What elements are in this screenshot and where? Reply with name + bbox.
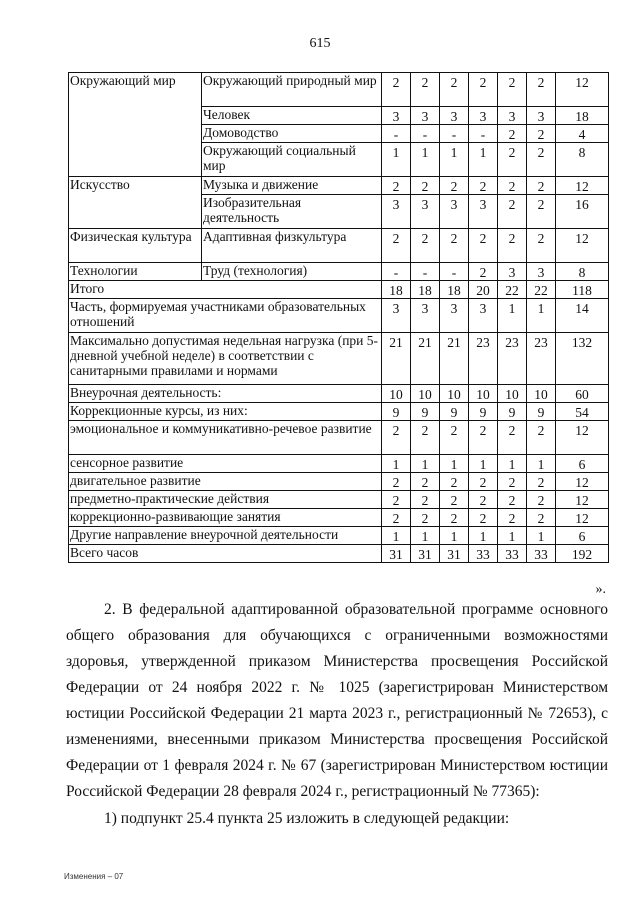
grade-hours-cell: 2 [382,73,411,107]
grade-hours-cell: 2 [498,473,527,491]
grade-hours-cell: 2 [527,143,556,177]
grade-hours-cell: 21 [440,333,469,385]
grade-hours-cell: 2 [498,177,527,195]
grade-hours-cell: 1 [411,527,440,545]
row-label: Коррекционные курсы, из них: [69,403,382,421]
total-hours-cell: 8 [556,143,609,177]
grade-hours-cell: 33 [498,545,527,563]
grade-hours-cell: 10 [469,385,498,403]
table-body [69,73,609,563]
total-hours-cell: 6 [556,455,609,473]
grade-hours-cell: 9 [527,403,556,421]
grade-hours-cell: 2 [382,473,411,491]
grade-hours-cell: - [440,125,469,143]
total-hours-cell: 8 [556,263,609,281]
total-hours-cell: 192 [556,545,609,563]
grade-hours-cell: 3 [469,107,498,125]
grade-hours-cell: 2 [411,73,440,107]
table-row [69,177,609,195]
grade-hours-cell: 2 [440,73,469,107]
total-hours-cell: 118 [556,281,609,299]
grade-hours-cell: 1 [469,455,498,473]
grade-hours-cell: 2 [498,73,527,107]
grade-hours-cell: 2 [498,195,527,229]
grade-hours-cell: 2 [527,509,556,527]
grade-hours-cell: - [382,125,411,143]
grade-hours-cell: 3 [411,299,440,333]
grade-hours-cell: 2 [527,125,556,143]
curriculum-table [68,72,609,563]
grade-hours-cell: 10 [527,385,556,403]
grade-hours-cell: 1 [469,143,498,177]
grade-hours-cell: 9 [440,403,469,421]
grade-hours-cell: 2 [469,229,498,263]
grade-hours-cell: 31 [382,545,411,563]
grade-hours-cell: - [382,263,411,281]
table-row [69,263,609,281]
grade-hours-cell: 9 [498,403,527,421]
grade-hours-cell: 1 [498,455,527,473]
grade-hours-cell: 3 [382,195,411,229]
grade-hours-cell: 1 [382,143,411,177]
row-label: сенсорное развитие [69,455,382,473]
grade-hours-cell: 10 [382,385,411,403]
subject-cell: Музыка и движение [202,177,382,195]
grade-hours-cell: 2 [498,125,527,143]
grade-hours-cell: 33 [469,545,498,563]
grade-hours-cell: 1 [527,299,556,333]
table-row [69,527,609,545]
grade-hours-cell: 2 [527,473,556,491]
grade-hours-cell: 2 [527,73,556,107]
grade-hours-cell: 2 [498,229,527,263]
grade-hours-cell: 3 [382,107,411,125]
grade-hours-cell: 3 [527,107,556,125]
grade-hours-cell: 1 [440,527,469,545]
grade-hours-cell: 3 [469,195,498,229]
grade-hours-cell: 2 [440,473,469,491]
grade-hours-cell: 2 [469,509,498,527]
grade-hours-cell: 31 [440,545,469,563]
grade-hours-cell: 3 [527,263,556,281]
subject-cell: Окружающий природный мир [202,73,382,107]
grade-hours-cell: 2 [527,177,556,195]
table-row [69,509,609,527]
grade-hours-cell: 2 [498,143,527,177]
row-label: коррекционно-развивающие занятия [69,509,382,527]
grade-hours-cell: 10 [440,385,469,403]
row-label: предметно-практические действия [69,491,382,509]
grade-hours-cell: 3 [440,299,469,333]
footer-note: Изменения – 07 [64,872,124,881]
row-label: двигательное развитие [69,473,382,491]
grade-hours-cell: 1 [411,455,440,473]
page-number: 615 [309,36,331,51]
subitem-1 [66,806,608,832]
row-label: Всего часов [69,545,382,563]
grade-hours-cell: 10 [498,385,527,403]
grade-hours-cell: 18 [440,281,469,299]
table-row [69,473,609,491]
subject-area-cell: Искусство [69,177,202,229]
grade-hours-cell: - [469,125,498,143]
grade-hours-cell: 1 [498,299,527,333]
grade-hours-cell: 1 [382,455,411,473]
total-hours-cell: 12 [556,509,609,527]
total-hours-cell: 12 [556,421,609,455]
row-label: Внеурочная деятельность: [69,385,382,403]
grade-hours-cell: 9 [411,403,440,421]
subject-cell: Труд (технология) [202,263,382,281]
grade-hours-cell: 2 [469,491,498,509]
grade-hours-cell: 22 [498,281,527,299]
grade-hours-cell: 1 [411,143,440,177]
row-label: Максимально допустимая недельная нагрузка (при 5-дневной учебной неделе) в соответствии с санитарными правилами и нормами [69,333,382,385]
grade-hours-cell: 3 [498,263,527,281]
subitem-1-text: 1) подпункт 25.4 пункта 25 изложить в следующей редакции: [104,810,510,827]
subject-area-cell: Окружающий мир [69,73,202,177]
grade-hours-cell: 2 [527,195,556,229]
grade-hours-cell: 2 [469,177,498,195]
total-hours-cell: 12 [556,73,609,107]
grade-hours-cell: 2 [469,421,498,455]
grade-hours-cell: 1 [440,143,469,177]
grade-hours-cell: 2 [382,229,411,263]
table-row [69,403,609,421]
total-hours-cell: 132 [556,333,609,385]
grade-hours-cell: 2 [498,491,527,509]
grade-hours-cell: 21 [411,333,440,385]
total-hours-cell: 6 [556,527,609,545]
grade-hours-cell: 3 [382,299,411,333]
grade-hours-cell: 2 [440,177,469,195]
grade-hours-cell: 2 [527,421,556,455]
grade-hours-cell: 2 [440,509,469,527]
subject-cell: Домоводство [202,125,382,143]
grade-hours-cell: 10 [411,385,440,403]
total-hours-cell: 60 [556,385,609,403]
grade-hours-cell: 23 [527,333,556,385]
grade-hours-cell: 2 [469,473,498,491]
subject-cell: Изобразительная деятельность [202,195,382,229]
grade-hours-cell: 2 [382,491,411,509]
grade-hours-cell: 3 [440,195,469,229]
grade-hours-cell: 2 [411,509,440,527]
grade-hours-cell: 2 [411,491,440,509]
grade-hours-cell: 3 [469,299,498,333]
grade-hours-cell: 31 [411,545,440,563]
grade-hours-cell: 23 [469,333,498,385]
subject-cell: Окружающий социальный мир [202,143,382,177]
table-row [69,545,609,563]
grade-hours-cell: 2 [382,421,411,455]
total-hours-cell: 12 [556,491,609,509]
grade-hours-cell: 1 [527,527,556,545]
subject-cell: Человек [202,107,382,125]
grade-hours-cell: 2 [411,473,440,491]
table-row [69,385,609,403]
grade-hours-cell: 3 [498,107,527,125]
grade-hours-cell: 2 [498,421,527,455]
total-hours-cell: 12 [556,177,609,195]
grade-hours-cell: 2 [411,177,440,195]
grade-hours-cell: 3 [411,195,440,229]
table-row [69,421,609,455]
grade-hours-cell: - [440,263,469,281]
grade-hours-cell: 33 [527,545,556,563]
grade-hours-cell: 1 [440,455,469,473]
grade-hours-cell: 1 [382,527,411,545]
subject-cell: Адаптивная физкультура [202,229,382,263]
row-label: Итого [69,281,382,299]
grade-hours-cell: 2 [469,263,498,281]
grade-hours-cell: 2 [440,229,469,263]
table-row [69,491,609,509]
grade-hours-cell: 2 [382,177,411,195]
subject-area-cell: Физическая культура [69,229,202,263]
total-hours-cell: 12 [556,229,609,263]
total-hours-cell: 54 [556,403,609,421]
grade-hours-cell: 2 [498,509,527,527]
grade-hours-cell: 21 [382,333,411,385]
grade-hours-cell: 3 [411,107,440,125]
grade-hours-cell: 2 [527,229,556,263]
grade-hours-cell: 2 [382,509,411,527]
row-label: эмоциональное и коммуникативно-речевое развитие [69,421,382,455]
grade-hours-cell: 22 [527,281,556,299]
table-row [69,455,609,473]
total-hours-cell: 18 [556,107,609,125]
total-hours-cell: 14 [556,299,609,333]
table-row [69,299,609,333]
grade-hours-cell: 9 [469,403,498,421]
grade-hours-cell: 2 [527,491,556,509]
row-label: Другие направление внеурочной деятельности [69,527,382,545]
grade-hours-cell: 2 [469,73,498,107]
total-hours-cell: 4 [556,125,609,143]
subject-area-cell: Технологии [69,263,202,281]
table-row [69,229,609,263]
grade-hours-cell: 2 [440,421,469,455]
row-label: Часть, формируемая участниками образовательных отношений [69,299,382,333]
grade-hours-cell: 1 [469,527,498,545]
grade-hours-cell: 23 [498,333,527,385]
grade-hours-cell: 3 [440,107,469,125]
grade-hours-cell: 2 [411,229,440,263]
grade-hours-cell: 2 [440,491,469,509]
grade-hours-cell: 1 [498,527,527,545]
grade-hours-cell: 9 [382,403,411,421]
paragraph-2-text: 2. В федеральной адаптированной образовательной программе основного общего образования для обучающихся с ограниченными возможностями здоровья, утвержденной приказом Министерства просвещения Российской Федерации от 24 ноября 2022 г. № 1025 (зарегистрирован Министерством юстиции Российской Федерации 21 марта 2023 г., регистрационный № 72653), с изменениями, внесенными приказом Министерства просвещения Российской Федерации от 1 февраля 2024 г. № 67 (зарегистрирован Министерством юстиции Российской Федерации 28 февраля 2024 г., регистрационный № 77365): [66,601,608,800]
total-hours-cell: 12 [556,473,609,491]
grade-hours-cell: 18 [382,281,411,299]
grade-hours-cell: - [411,125,440,143]
table-row [69,281,609,299]
grade-hours-cell: 18 [411,281,440,299]
grade-hours-cell: 1 [527,455,556,473]
grade-hours-cell: - [411,263,440,281]
closing-quote-mark: ». [595,582,606,597]
paragraph-2 [66,597,608,805]
table-row [69,73,609,107]
total-hours-cell: 16 [556,195,609,229]
grade-hours-cell: 2 [411,421,440,455]
table-row [69,333,609,385]
grade-hours-cell: 20 [469,281,498,299]
